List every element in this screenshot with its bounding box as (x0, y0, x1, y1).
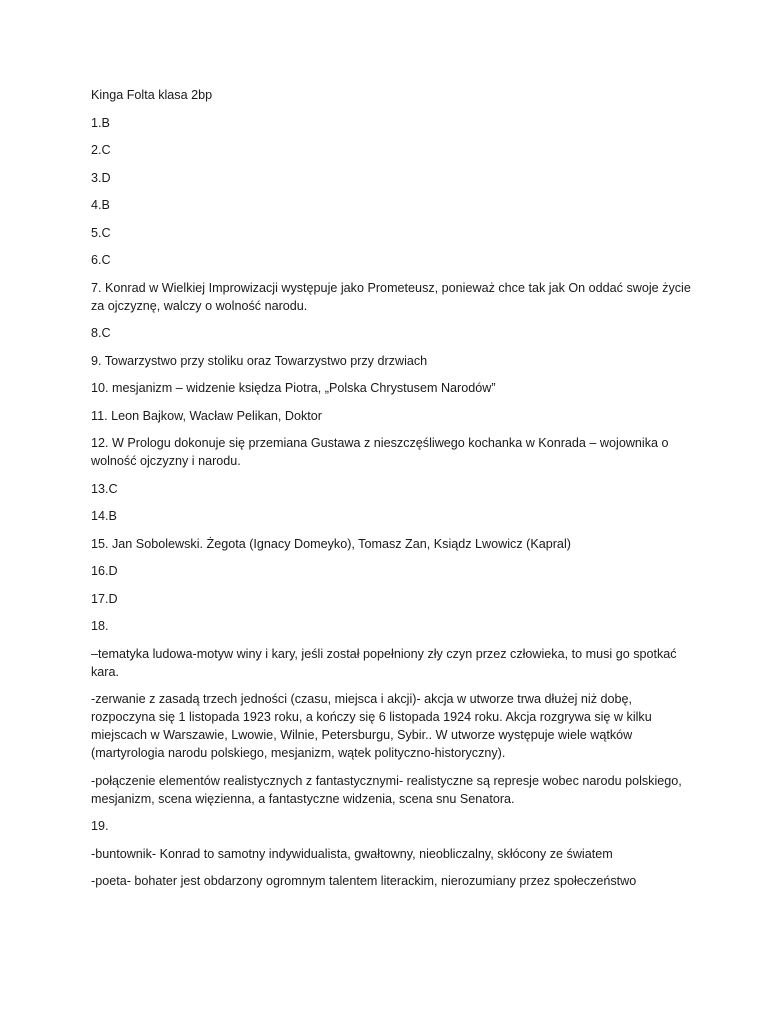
document-page (91, 86, 691, 900)
answer-6: 6.C (91, 253, 111, 267)
answer-13: 13.C (91, 481, 118, 496)
answer-3: 3.D (91, 170, 111, 185)
answer-19-heading: 19. (91, 819, 109, 833)
answer-18-point-3: -połączenie elementów realistycznych z fantastycznymi- realistyczne są represje wobec narodu polskiego, mesjanizm, scena więzienna, a fantastyczne widzenia, scena snu Senatora. (91, 773, 682, 806)
answer-15: 15. Jan Sobolewski. Żegota (Ignacy Domeyko), Tomasz Zan, Ksiądz Lwowicz (Kapral) (91, 536, 571, 551)
answer-4: 4.B (91, 198, 110, 212)
answer-19-point-2: -poeta- bohater jest obdarzony ogromnym talentem literackim, nierozumiany przez społeczeństwo (91, 874, 637, 888)
answer-16: 16.D (91, 564, 118, 578)
answer-18-point-1: –tematyka ludowa-motyw winy i kary, jeśli został popełniony zły czyn przez człowieka, to musi go spotkać kara. (91, 646, 677, 679)
answer-8: 8.C (91, 326, 111, 340)
answer-7: 7. Konrad w Wielkiej Improwizacji występuje jako Prometeusz, ponieważ chce tak jak On oddać swoje życie za ojczyznę, walczy o wolność narodu. (91, 280, 691, 313)
answer-10: 10. mesjanizm – widzenie księdza Piotra, „Polska Chrystusem Narodów” (91, 381, 496, 395)
answer-12: 12. W Prologu dokonuje się przemiana Gustawa z nieszczęśliwego kochanka w Konrada – wojownika o wolność ojczyzny i narodu. (91, 436, 669, 468)
answer-18-heading: 18. (91, 619, 109, 633)
answer-11: 11. Leon Bajkow, Wacław Pelikan, Doktor (91, 408, 322, 423)
answer-5: 5.C (91, 225, 111, 240)
answer-2: 2.C (91, 143, 111, 157)
answer-19-point-1: -buntownik- Konrad to samotny indywidualista, gwałtowny, nieobliczalny, skłócony ze światem (91, 846, 613, 861)
author-line: Kinga Folta klasa 2bp (91, 88, 213, 102)
answer-1: 1.B (91, 115, 110, 130)
answer-9: 9. Towarzystwo przy stoliku oraz Towarzystwo przy drzwiach (91, 353, 428, 368)
answer-18-point-2: -zerwanie z zasadą trzech jedności (czasu, miejsca i akcji)- akcja w utworze trwa dłużej niż dobę, rozpoczyna się 1 listopada 1923 roku, a kończy się 6 listopada 1924 roku. Akcja rozgrywa się w kilku miejscach w Warszawie, Lwowie, Wilnie, Petersburgu, Sybir.. W utworze występuje wiele wątków (martyrologia narodu polskiego, mesjanizm, wątek polityczno-historyczny). (91, 692, 652, 760)
answer-17: 17.D (91, 591, 118, 606)
answer-14: 14.B (91, 509, 117, 523)
